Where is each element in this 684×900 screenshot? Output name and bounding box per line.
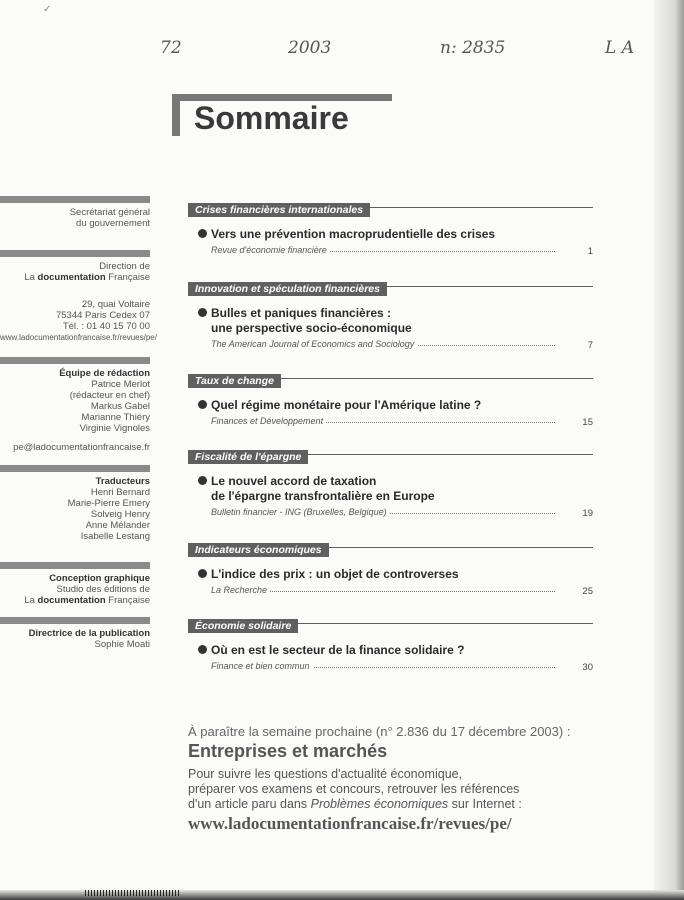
sidebar-rule (0, 357, 150, 364)
page-edge-shadow (654, 0, 684, 900)
article-title-line: Bulles et paniques financières : (211, 306, 392, 320)
website-url-link[interactable]: www.ladocumentationfrancaise.fr/revues/pe/ (188, 814, 512, 833)
corner-mark-icon: ✓ (43, 4, 52, 15)
translator: Solveig Henry (90, 509, 150, 520)
sidebar-rule (0, 617, 150, 624)
description-text: sur Internet : (448, 797, 522, 811)
sidebar-editorial-team (0, 357, 150, 434)
source-name: La Recherche (211, 585, 270, 595)
toc-section (188, 200, 593, 257)
article-source (211, 661, 593, 673)
source-name: Finances et Développement (211, 416, 326, 426)
toc-section (188, 540, 593, 597)
article-source (211, 245, 593, 257)
toc-section (188, 616, 593, 673)
translator: Henri Bernard (90, 487, 150, 498)
sidebar-line: Secrétariat général (69, 207, 150, 218)
team-member: (rédacteur en chef) (69, 390, 150, 401)
article-title-line: une perspective socio-économique (211, 321, 412, 335)
sidebar-publisher-name (0, 595, 150, 606)
publisher-suffix: Française (108, 595, 150, 606)
team-member: Marianne Thiéry (81, 412, 150, 423)
leader-dots (211, 585, 555, 595)
sidebar-line: Direction de (99, 261, 150, 272)
publisher-bold: documentation (37, 272, 106, 283)
sidebar-translators (0, 465, 150, 542)
director-name: Sophie Moati (94, 639, 150, 650)
sidebar-address (0, 299, 157, 343)
title-bar (172, 94, 180, 136)
article-source (211, 585, 593, 597)
next-issue-description (188, 767, 608, 812)
toc-section (188, 371, 593, 428)
article-title[interactable] (198, 567, 593, 582)
article-source (211, 416, 593, 428)
next-issue-title: Entreprises et marchés (188, 741, 388, 761)
article-title[interactable] (198, 643, 593, 658)
source-name: Revue d'économie financière (211, 245, 330, 255)
editorial-heading: Équipe de rédaction (59, 368, 150, 379)
description-line (188, 797, 608, 812)
description-line: Pour suivre les questions d'actualité économique, (188, 767, 463, 781)
category-label: Économie solidaire (188, 619, 298, 633)
address-line: 75344 Paris Cedex 07 (55, 310, 150, 321)
sidebar-line: Studio des éditions de (56, 584, 150, 595)
sidebar-director (0, 617, 150, 650)
handwritten-note: n: 2835 (440, 38, 506, 58)
source-name: The American Journal of Economics and Sociology (211, 339, 417, 349)
description-line: préparer vos examens et concours, retrouver les références (188, 782, 520, 796)
category-label: Indicateurs économiques (188, 543, 329, 557)
article-title-line: L'indice des prix : un objet de controverses (211, 567, 459, 581)
sidebar-rule (0, 562, 150, 569)
translators-heading: Traducteurs (95, 476, 150, 487)
article-source (211, 339, 593, 351)
translator: Marie-Pierre Emery (67, 498, 150, 509)
translator: Isabelle Lestang (80, 531, 150, 542)
category-label: Crises financières internationales (188, 203, 370, 217)
leader-dots (211, 661, 555, 671)
team-member: Patrice Merlot (91, 379, 150, 390)
description-text: d'un article paru dans (188, 797, 311, 811)
article-title[interactable] (198, 306, 593, 336)
handwritten-note: 72 (160, 38, 182, 58)
bullet-icon (198, 645, 207, 654)
sidebar-design (0, 562, 150, 606)
leader-dots (211, 416, 555, 426)
bullet-icon (198, 308, 207, 317)
source-name: Finance et bien commun (211, 661, 313, 671)
page-number: 1 (587, 246, 593, 257)
toc-section (188, 279, 593, 351)
handwritten-note: L A (605, 38, 634, 58)
article-title[interactable] (198, 227, 593, 242)
article-title-line: Le nouvel accord de taxation (211, 474, 377, 488)
team-member: Virginie Vignoles (79, 423, 150, 434)
sidebar-publisher-name (0, 272, 150, 283)
page-number: 19 (582, 508, 593, 519)
barcode-strip (85, 890, 180, 896)
magazine-name: Problèmes économiques (310, 797, 449, 811)
publisher-bold: documentation (37, 595, 106, 606)
translator: Anne Mélander (85, 520, 150, 531)
article-title-line: Où en est le secteur de la finance solidaire ? (211, 643, 465, 657)
sidebar-email (0, 442, 150, 453)
source-name: Bulletin financier - ING (Bruxelles, Belgique) (211, 507, 390, 517)
article-source (211, 507, 593, 519)
design-heading: Conception graphique (49, 573, 150, 584)
sidebar-rule (0, 465, 150, 472)
address-line: 29, quai Voltaire (81, 299, 150, 310)
article-title-line: Vers une prévention macroprudentielle des crises (211, 227, 496, 241)
toc-section (188, 447, 593, 519)
page-number: 25 (582, 586, 593, 597)
article-title[interactable] (198, 398, 593, 413)
leader-dots (211, 507, 555, 517)
team-member: Markus Gabel (90, 401, 150, 412)
publisher-prefix: La (24, 272, 35, 283)
category-label: Fiscalité de l'épargne (188, 450, 308, 464)
publisher-prefix: La (24, 595, 35, 606)
page-title: Sommaire (194, 100, 349, 136)
next-issue-intro: À paraître la semaine prochaine (n° 2.836 du 17 décembre 2003) : (188, 724, 571, 739)
article-title-line: de l'épargne transfrontalière en Europe (211, 489, 435, 503)
article-title[interactable] (198, 474, 593, 504)
sidebar-direction (0, 250, 150, 283)
email-link[interactable]: pe@ladocumentationfrancaise.fr (13, 442, 150, 453)
page-number: 15 (582, 417, 593, 428)
handwritten-note: 2003 (288, 38, 332, 58)
category-label: Taux de change (188, 374, 281, 388)
sidebar-rule (0, 196, 150, 203)
director-heading: Directrice de la publication (28, 628, 150, 639)
article-title-line: Quel régime monétaire pour l'Amérique latine ? (211, 398, 482, 412)
website-link[interactable]: www.ladocumentationfrancaise.fr/revues/pe/ (0, 333, 157, 342)
leader-dots (211, 339, 555, 349)
sidebar-line: du gouvernement (76, 218, 150, 229)
category-label: Innovation et spéculation financières (188, 282, 387, 296)
page-number: 7 (587, 340, 593, 351)
bullet-icon (198, 569, 207, 578)
sidebar-rule (0, 250, 150, 257)
bullet-icon (198, 229, 207, 238)
next-issue-block (188, 724, 608, 834)
page-number: 30 (582, 662, 593, 673)
address-line: Tél. : 01 40 15 70 00 (62, 321, 150, 332)
sidebar-publisher (0, 196, 150, 229)
bullet-icon (198, 476, 207, 485)
bullet-icon (198, 400, 207, 409)
publisher-suffix: Française (108, 272, 150, 283)
leader-dots (211, 245, 555, 255)
